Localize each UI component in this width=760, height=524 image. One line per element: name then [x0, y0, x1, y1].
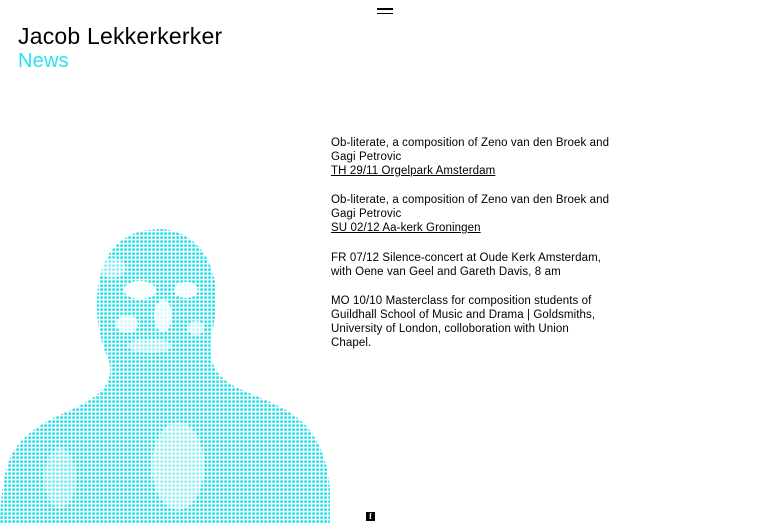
news-item-text: Ob-literate, a composition of Zeno van den Broek and Gagi Petrovic: [331, 194, 610, 221]
news-item-text: Ob-literate, a composition of Zeno van den Broek and Gagi Petrovic: [331, 137, 610, 163]
halftone-portrait-svg: [0, 228, 330, 524]
news-item: [331, 137, 611, 178]
news-item-link[interactable]: TH 29/11 Orgelpark Amsterdam: [331, 164, 496, 177]
news-list: [331, 137, 611, 351]
page-title-news[interactable]: News: [18, 50, 69, 72]
news-item-text: FR 07/12 Silence-concert at Oude Kerk Amsterdam, with Oene van Geel and Gareth Davis, 8 am: [331, 251, 602, 278]
news-item-link[interactable]: SU 02/12 Aa-kerk Groningen: [331, 221, 481, 234]
portrait-image: [0, 228, 330, 524]
news-item: [331, 194, 611, 235]
menu-bar-1: [377, 8, 393, 10]
hamburger-menu-icon[interactable]: [377, 4, 393, 18]
news-item: [331, 252, 611, 280]
news-item: [331, 295, 611, 350]
site-title: Jacob Lekkerkerker: [18, 23, 223, 49]
news-item-text: MO 10/10 Masterclass for composition students of Guildhall School of Music and Drama | Goldsmiths, University of London, colloboration with Union Chapel.: [331, 295, 596, 349]
menu-bar-2: [377, 13, 393, 15]
facebook-icon[interactable]: f: [366, 512, 375, 521]
